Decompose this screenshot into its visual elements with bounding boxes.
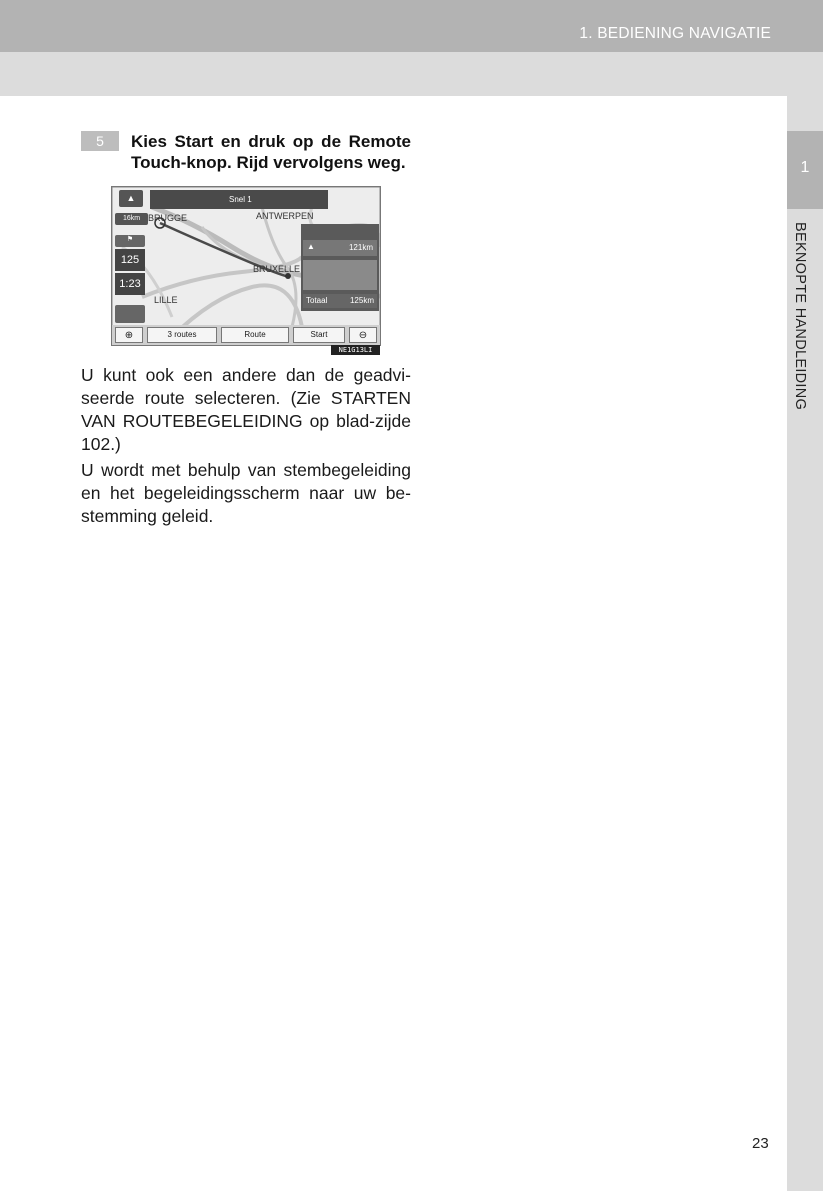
map-label-antwerpen: ANTWERPEN [256,211,314,221]
road-type-row [303,260,377,290]
time-remaining [115,273,145,295]
destination-flag-icon: ⚑ [115,235,145,247]
start-button[interactable]: Start [293,327,345,343]
section-title: 1. BEDIENING NAVIGATIE [579,25,771,42]
map-label-bruxelle: BRUXELLE [253,264,301,274]
scale-label: 16km [122,215,141,222]
image-reference-code: NE1G13LI [331,345,380,355]
step-instruction [81,131,411,173]
compass-icon[interactable]: ▲ [119,190,143,207]
distance-value: 125 [120,254,140,266]
highway-row [303,240,377,256]
paragraph-alternative-route: U kunt ook een andere dan de geadvi-seerde route selecteren. (Zie STARTEN VAN ROUTEBEGELEIDING op blad-zijde 102.) [81,365,411,454]
route-summary-panel [301,224,379,311]
header-bar [0,0,823,52]
scale-indicator[interactable] [115,213,148,225]
route-info-column [115,235,145,303]
time-value: 1:23 [119,278,141,290]
route-name-bar [150,190,328,209]
highway-icon: ▲ [307,242,315,251]
paragraph-voice-guidance: U wordt met behulp van stembegeleiding en het begeleidingsscherm naar uw be-stemming geleid. [81,460,411,526]
distance-remaining [115,249,145,271]
bottom-button-bar [112,325,380,345]
zoom-out-button[interactable]: ⊖ [349,327,377,343]
navigation-screenshot [111,186,381,346]
total-label: Totaal [306,296,328,305]
route-name: Snel 1 [229,195,252,204]
page-number: 23 [752,1135,769,1152]
step-number-badge: 5 [81,131,119,151]
zoom-in-button[interactable]: ⊕ [115,327,143,343]
route-map-icon[interactable] [115,305,145,323]
highway-distance: 121km [348,243,373,252]
map-label-brugge: BRUGGE [148,213,188,223]
total-row [303,294,377,308]
header-subbar [0,52,823,96]
chapter-title: BEKNOPTE HANDLEIDING [792,222,808,411]
map-label-lille: LILLE [154,295,178,305]
total-distance: 125km [349,296,374,305]
chapter-number: 1 [800,159,810,176]
routes-button[interactable]: 3 routes [147,327,217,343]
chapter-tab [787,131,823,209]
route-button[interactable]: Route [221,327,289,343]
step-text: Kies Start en druk op de Remote Touch-knop. Rijd vervolgens weg. [131,132,411,172]
